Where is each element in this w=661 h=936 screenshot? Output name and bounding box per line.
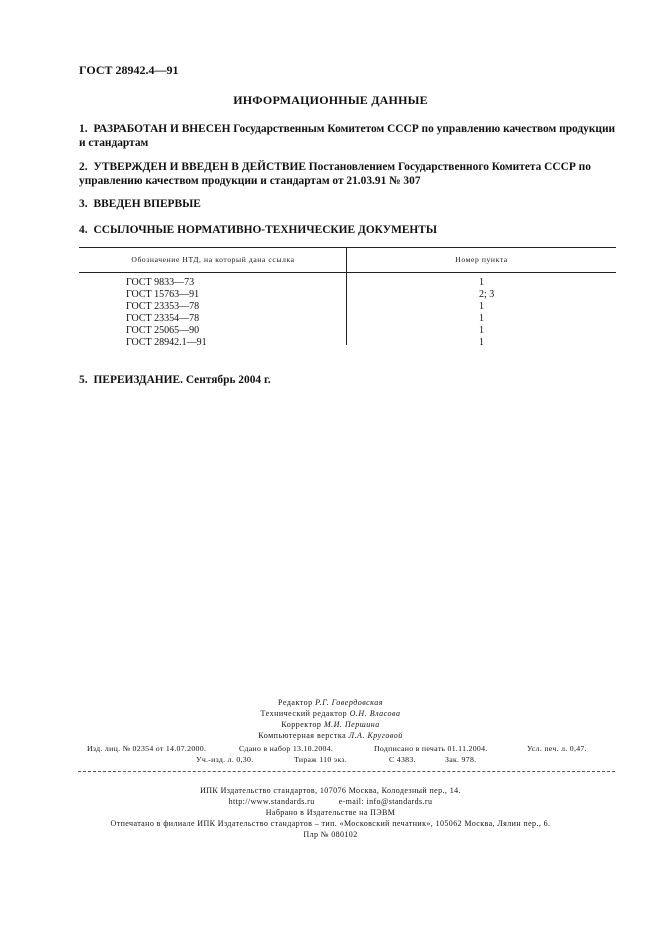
table-cell-clause: 1 bbox=[479, 337, 484, 348]
page-title: ИНФОРМАЦИОННЫЕ ДАННЫЕ bbox=[233, 93, 428, 107]
publisher-line: ИПК Издательство стандартов, 107076 Москва, Колодезный пер., 14. bbox=[200, 786, 461, 795]
publisher-info bbox=[0, 785, 661, 840]
credit-line: Компьютерная верстка Л.А. Круговой bbox=[258, 731, 403, 740]
item-text: Государственным Комитетом СССР по управлению качеством продукции и стандартам bbox=[79, 123, 616, 149]
info-item-developed bbox=[79, 122, 619, 150]
table-cell-document: ГОСТ 28942.1—91 bbox=[126, 337, 207, 348]
table-header-document: Обозначение НТД, на который дана ссылка bbox=[131, 255, 295, 264]
table-header-clause: Номер пункта bbox=[455, 255, 508, 264]
table-top-rule bbox=[79, 247, 616, 248]
item-number: 3. bbox=[79, 198, 88, 210]
imprint-line-2 bbox=[196, 755, 476, 764]
imprint-line-1 bbox=[87, 744, 587, 753]
item-text: Постановлением Государственного Комитета СССР по управлению качеством продукции и стандартам от 21.03.91 № 307 bbox=[79, 161, 591, 187]
document-code: ГОСТ 28942.4—91 bbox=[79, 63, 179, 77]
imprint-license: Изд. лиц. № 02354 от 14.07.2000. bbox=[87, 744, 207, 753]
item-lead: ПЕРЕИЗДАНИЕ. bbox=[93, 374, 183, 386]
separator-rule bbox=[78, 771, 615, 772]
editorial-credits bbox=[0, 697, 661, 741]
publisher-line: Отпечатано в филиале ИПК Издательство стандартов – тип. «Московский печатник», 105062 Москва, Лялин пер., 6. bbox=[110, 819, 551, 828]
table-cell-document: ГОСТ 23354—78 bbox=[126, 313, 200, 324]
info-item-first-introduced bbox=[79, 197, 619, 211]
imprint-pub-sheets: Уч.-изд. л. 0,30. bbox=[196, 755, 254, 764]
table-cell-document: ГОСТ 15763—91 bbox=[126, 289, 200, 300]
publisher-line: http://www.standards.ru e-mail: info@standards.ru bbox=[228, 797, 433, 806]
publisher-line: Набрано в Издательстве на ПЭВМ bbox=[265, 808, 396, 817]
imprint-order: Зак. 978. bbox=[445, 755, 477, 764]
table-header-rule bbox=[79, 272, 616, 273]
info-item-reference-docs bbox=[79, 223, 619, 237]
info-item-approved bbox=[79, 160, 619, 188]
table-cell-clause: 1 bbox=[479, 277, 484, 288]
table-cell-clause: 2; 3 bbox=[479, 289, 495, 300]
item-lead: РАЗРАБОТАН И ВНЕСЕН bbox=[93, 123, 231, 135]
table-column-clauses bbox=[479, 277, 494, 349]
credit-line: Редактор Р.Г. Говердовская bbox=[278, 698, 383, 707]
item-lead: ССЫЛОЧНЫЕ НОРМАТИВНО-ТЕХНИЧЕСКИЕ ДОКУМЕНТЫ bbox=[93, 224, 438, 236]
item-number: 4. bbox=[79, 224, 88, 236]
info-item-reissue bbox=[79, 373, 619, 387]
imprint-c-number: С 4383. bbox=[389, 755, 416, 764]
table-cell-clause: 1 bbox=[479, 325, 484, 336]
item-text: Сентябрь 2004 г. bbox=[182, 374, 271, 386]
table-cell-clause: 1 bbox=[479, 313, 484, 324]
item-lead: УТВЕРЖДЕН И ВВЕДЕН В ДЕЙСТВИЕ bbox=[93, 161, 306, 173]
publisher-line: Плр № 080102 bbox=[303, 830, 358, 839]
credit-line: Корректор М.И. Першина bbox=[281, 720, 380, 729]
item-lead: ВВЕДЕН ВПЕРВЫЕ bbox=[93, 198, 201, 210]
table-column-documents bbox=[126, 277, 207, 349]
imprint-signed: Подписано в печать 01.11.2004. bbox=[374, 744, 488, 753]
item-number: 1. bbox=[79, 123, 88, 135]
table-cell-document: ГОСТ 25065—90 bbox=[126, 325, 200, 336]
imprint-sheets: Усл. печ. л. 0,47. bbox=[527, 744, 587, 753]
imprint-typeset: Сдано в набор 13.10.2004. bbox=[239, 744, 334, 753]
item-number: 5. bbox=[79, 374, 88, 386]
table-cell-document: ГОСТ 23353—78 bbox=[126, 301, 200, 312]
table-cell-clause: 1 bbox=[479, 301, 484, 312]
imprint-print-run: Тираж 110 экз. bbox=[294, 755, 348, 764]
table-cell-document: ГОСТ 9833—73 bbox=[126, 277, 195, 288]
credit-line: Технический редактор О.Н. Власова bbox=[260, 709, 401, 718]
item-number: 2. bbox=[79, 161, 88, 173]
